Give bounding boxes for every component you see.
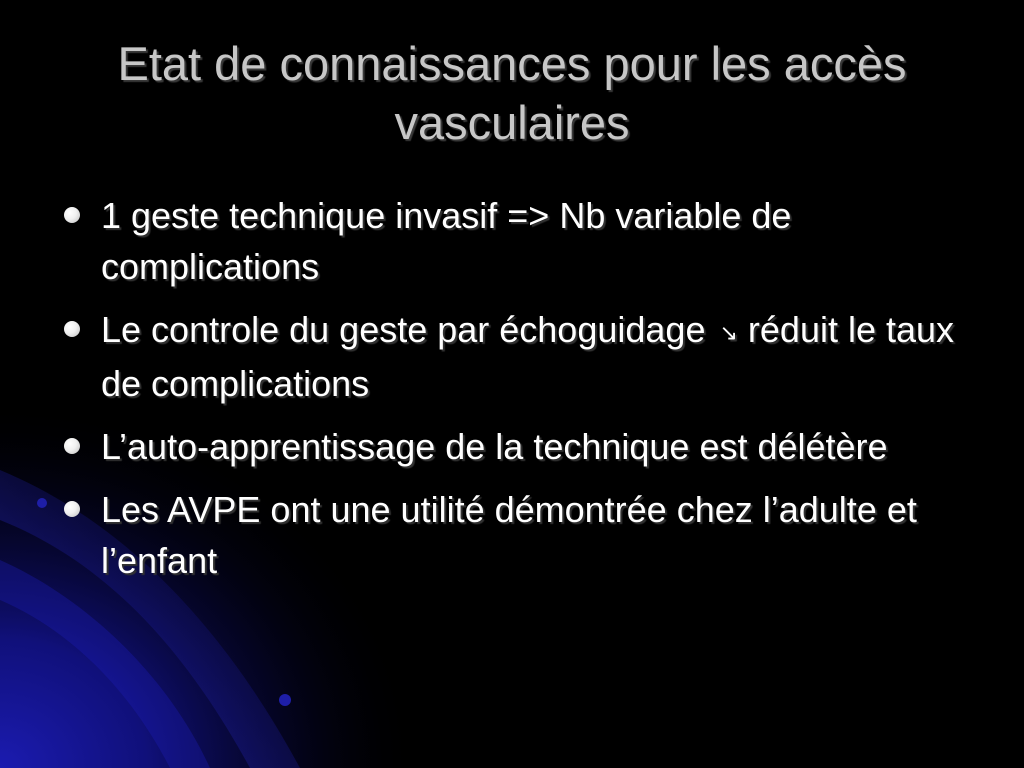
decor-dot xyxy=(279,694,291,706)
bullet-item xyxy=(60,421,960,472)
bullet-list xyxy=(60,190,960,598)
bullet-dot-icon xyxy=(64,321,80,337)
bullet-text: L’auto-apprentissage de la technique est délétère xyxy=(101,426,888,467)
bullet-item xyxy=(60,484,960,586)
bullet-text-continued: réduit le taux de complications xyxy=(101,309,955,404)
bullet-text: Les AVPE ont une utilité démontrée chez l’adulte et l’enfant xyxy=(101,489,917,581)
arrow-down-right-icon: ↘ xyxy=(719,320,738,345)
bullet-text: Le controle du geste par échoguidage xyxy=(101,309,706,350)
bullet-dot-icon xyxy=(64,501,80,517)
bullet-item xyxy=(60,304,960,409)
bullet-dot-icon xyxy=(64,207,80,223)
bullet-text: 1 geste technique invasif => Nb variable de complications xyxy=(101,195,792,287)
bullet-item xyxy=(60,190,960,292)
decor-dot xyxy=(37,498,47,508)
slide-title: Etat de connaissances pour les accès vasculaires xyxy=(117,37,907,149)
bullet-dot-icon xyxy=(64,438,80,454)
